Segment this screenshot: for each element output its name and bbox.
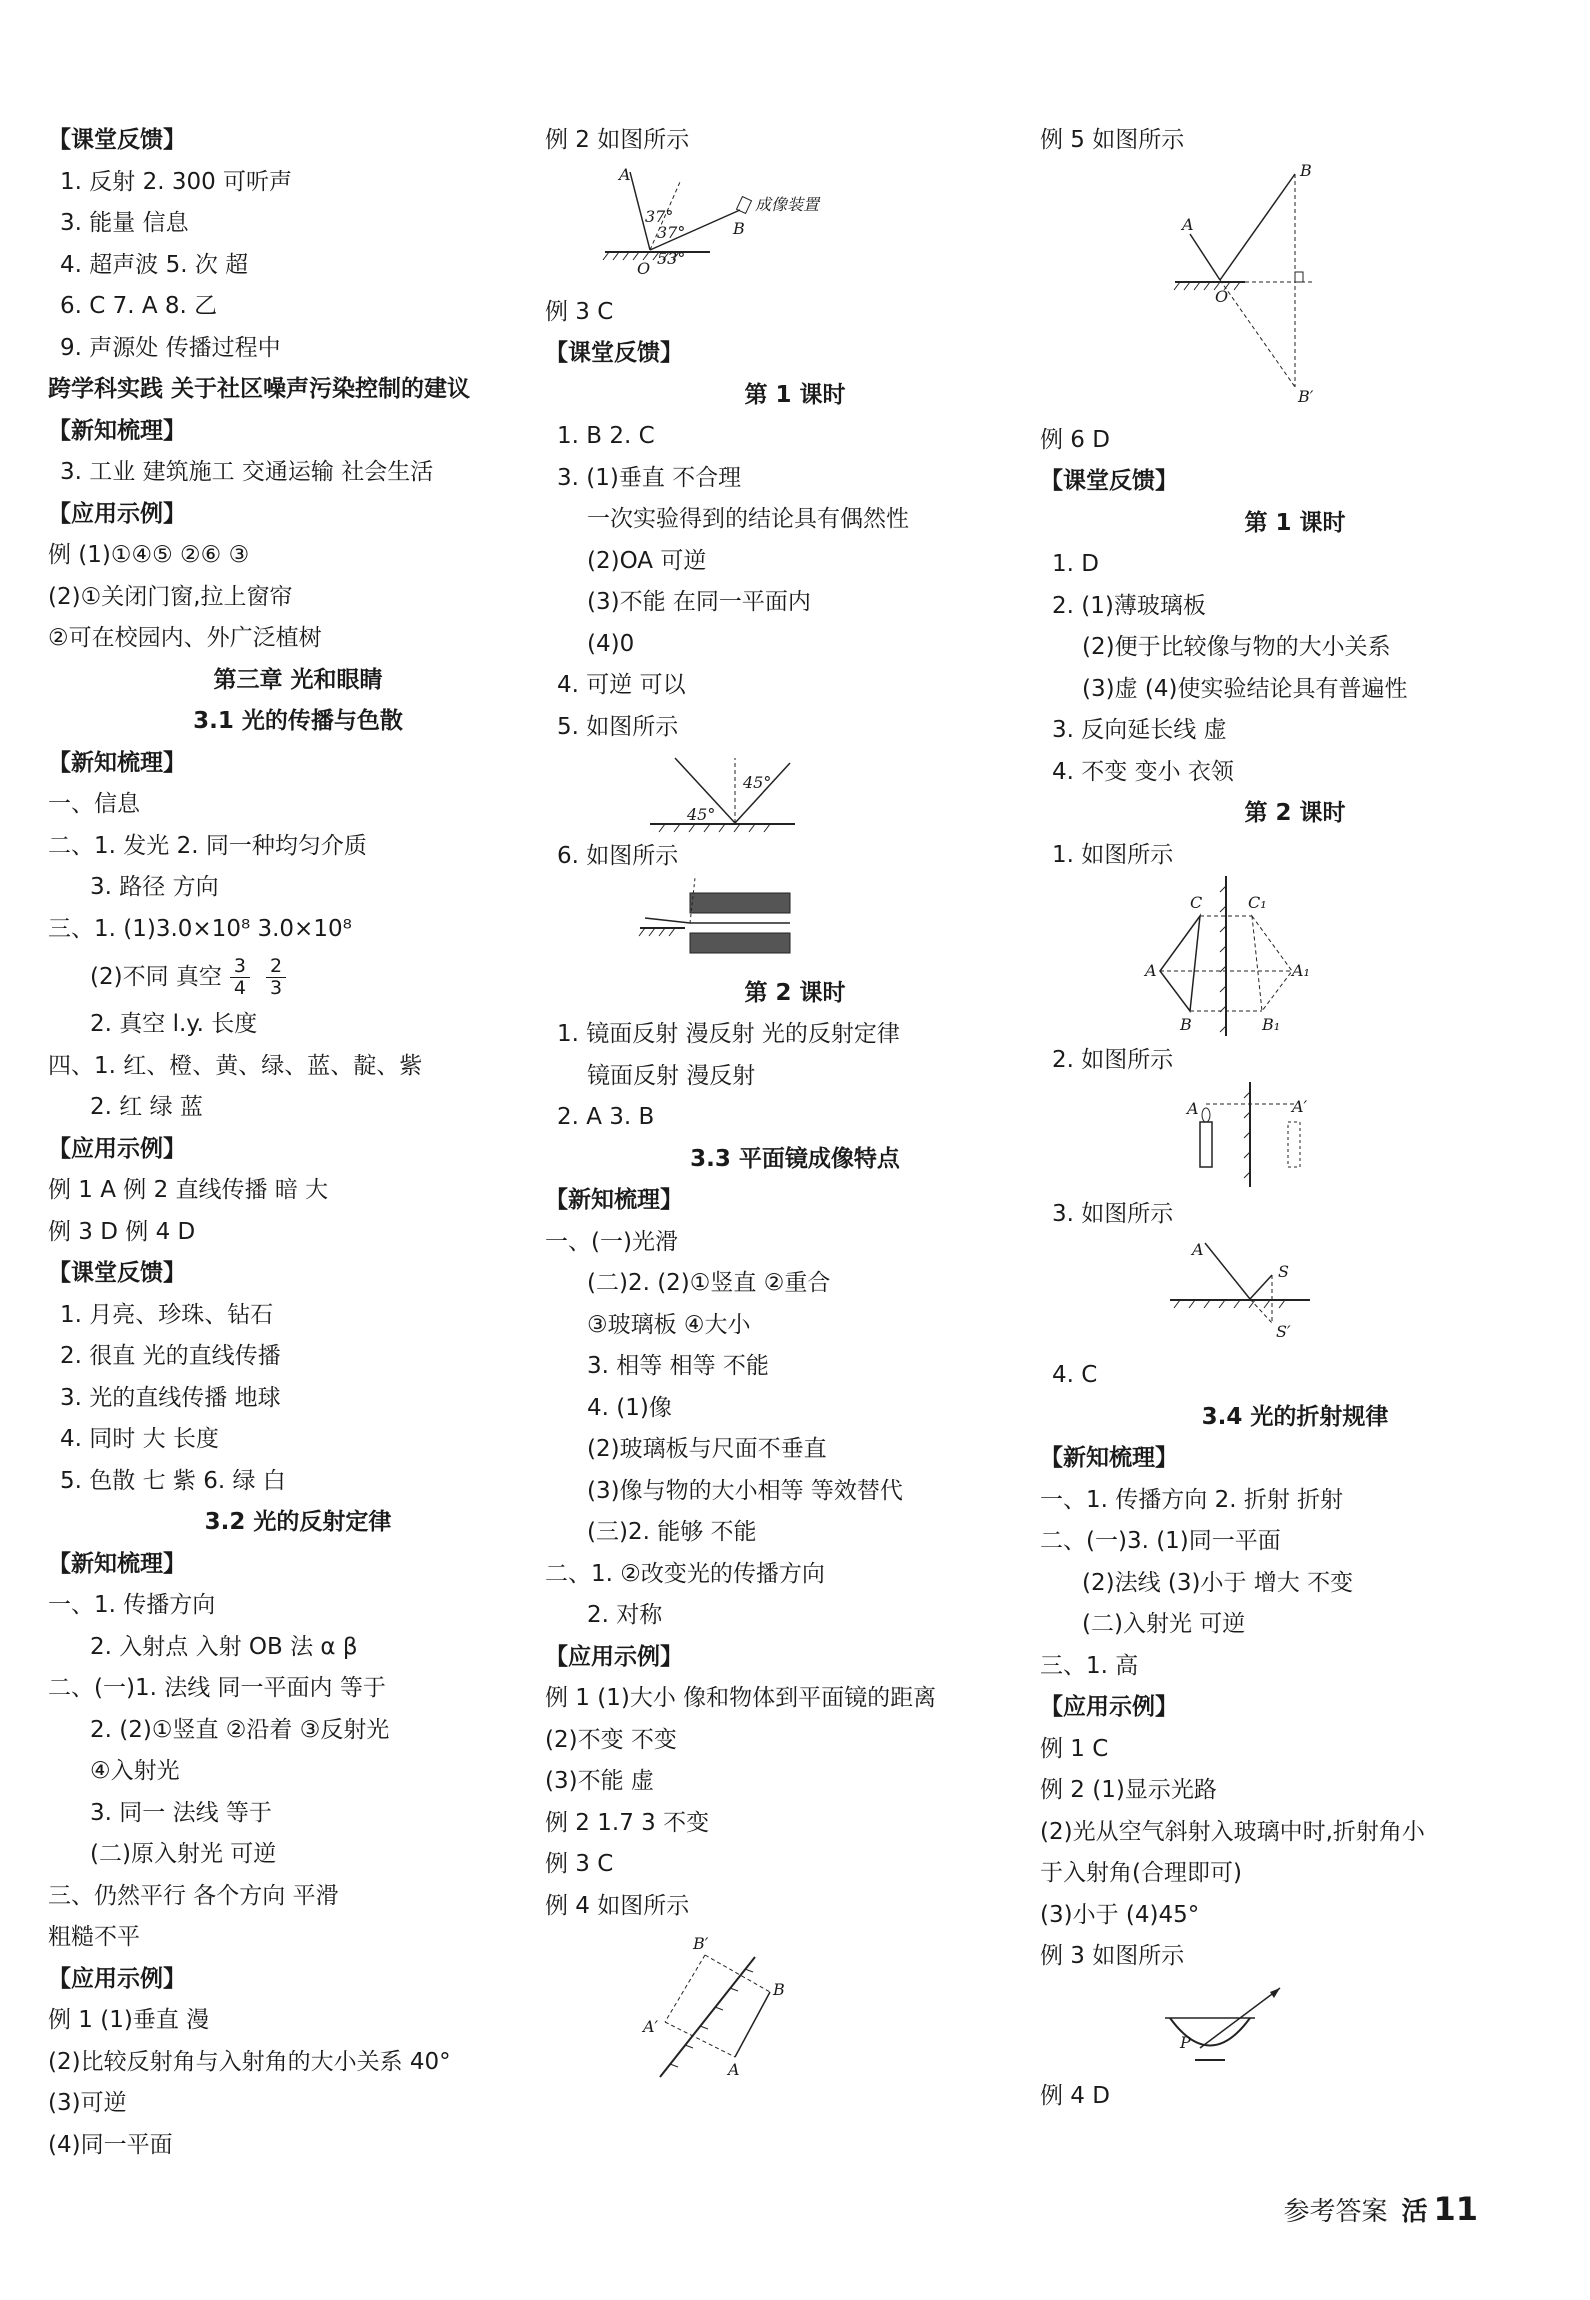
- answer-line: (二)2. (2)①竖直 ②重合: [587, 1270, 831, 1296]
- answer-line: 3. 相等 相等 不能: [587, 1353, 769, 1379]
- q2-line: 2. 如图所示: [1052, 1047, 1174, 1073]
- answer-line: 3. 能量 信息: [60, 210, 189, 236]
- q1-label-c1: C₁: [1248, 893, 1267, 912]
- col3-section-a: [1040, 420, 1550, 877]
- answer-line: 1. B 2. C: [557, 423, 655, 449]
- answer-line: 1. 镜面反射 漫反射 光的反射定律: [557, 1021, 900, 1047]
- section-title: 第 2 课时: [1244, 800, 1346, 826]
- q2-label-a: A: [1187, 1098, 1199, 1118]
- answer-line: 例 3 C: [545, 1851, 614, 1877]
- fraction-numerator: 2: [266, 956, 286, 978]
- section-title: 3.1 光的传播与色散: [193, 708, 403, 734]
- answer-line: ②可在校园内、外广泛植树: [48, 625, 322, 651]
- answer-line: (4)同一平面: [48, 2131, 173, 2158]
- answer-line: (2)OA 可逆: [587, 547, 707, 574]
- section-heading: 【课堂反馈】: [545, 340, 683, 366]
- answer-line: 粗糙不平: [48, 1924, 140, 1950]
- answer-line: 2. 对称: [587, 1602, 663, 1628]
- answer-line: (3)不能 在同一平面内: [587, 589, 811, 615]
- answer-line: 4. 超声波 5. 次 超: [60, 251, 249, 278]
- answer-line: 2. (1)薄玻璃板: [1052, 592, 1206, 619]
- answer-line: 例 1 C: [1040, 1735, 1109, 1762]
- answer-line: 1. D: [1052, 551, 1099, 577]
- answer-line: (二)入射光 可逆: [1082, 1611, 1246, 1637]
- section-heading: 【新知梳理】: [545, 1187, 683, 1213]
- answer-line: 例 3 如图所示: [1040, 1943, 1185, 1969]
- ex5-label-b: B: [1300, 160, 1312, 180]
- fraction-line: [48, 950, 548, 1004]
- angle-3: 53°: [657, 248, 686, 268]
- answer-line: 2. 真空 l.y. 长度: [90, 1011, 258, 1037]
- answer-line: 三、仍然平行 各个方向 平滑: [48, 1882, 339, 1909]
- answer-line: 3. 路径 方向: [90, 874, 219, 900]
- figure-example-3: [1040, 1978, 1550, 2076]
- answer-line: 4. 可逆 可以: [557, 672, 686, 698]
- answer-line: (3)小于 (4)45°: [1040, 1901, 1200, 1928]
- footer-label: 参考答案: [1283, 2197, 1388, 2227]
- section-heading: 【新知梳理】: [48, 417, 186, 444]
- answer-line: 例 1 (1)大小 像和物体到平面镜的距离: [545, 1685, 937, 1711]
- answer-line: 5. 色散 七 紫 6. 绿 白: [60, 1467, 286, 1494]
- section-heading: 【新知梳理】: [1040, 1445, 1178, 1471]
- figure-q2: [1040, 1082, 1550, 1194]
- answer-line: 2. 入射点 入射 OB 法 α β: [90, 1633, 358, 1660]
- answer-line: (二)原入射光 可逆: [90, 1841, 277, 1867]
- figure-q3: [1040, 1235, 1550, 1355]
- fraction-lead: (2)不同 真空: [90, 964, 222, 990]
- answer-line: 3. 工业 建筑施工 交通运输 社会生活: [60, 459, 434, 485]
- answer-line: ③玻璃板 ④大小: [587, 1311, 751, 1338]
- answer-line: 2. 红 绿 蓝: [90, 1094, 203, 1120]
- answer-line: 4. 同时 大 长度: [60, 1426, 219, 1452]
- section-heading: 【应用示例】: [48, 1965, 186, 1992]
- section-heading: 【课堂反馈】: [48, 127, 186, 153]
- answer-line: (2)便于比较像与物的大小关系: [1082, 634, 1391, 660]
- answer-line: (3)像与物的大小相等 等效替代: [587, 1477, 903, 1504]
- answer-line: (2)法线 (3)小于 增大 不变: [1082, 1569, 1354, 1596]
- section-heading: 【应用示例】: [545, 1643, 683, 1670]
- answer-line: 4. C: [1052, 1362, 1098, 1388]
- ex4-label-b: B: [773, 1980, 785, 1999]
- answer-line: (3)虚 (4)使实验结论具有普遍性: [1082, 675, 1408, 702]
- section-title: 3.3 平面镜成像特点: [690, 1145, 900, 1172]
- answer-line: 四、1. 红、橙、黄、绿、蓝、靛、紫: [48, 1052, 423, 1079]
- ex3-label-p: P: [1180, 2032, 1191, 2052]
- angle-1: 37°: [645, 206, 674, 226]
- answer-line: 三、1. 高: [1040, 1652, 1139, 1679]
- example-5-line: 例 5 如图所示: [1040, 127, 1185, 153]
- answer-line: (2)①关闭门窗,拉上窗帘: [48, 583, 293, 610]
- q1-label-a: A: [1145, 961, 1157, 980]
- answer-line: (4)0: [587, 630, 635, 657]
- q1-label-a1: A₁: [1292, 961, 1310, 980]
- figure-q6: [545, 878, 1045, 973]
- device-label: 成像装置: [755, 194, 820, 214]
- fraction-numerator: 3: [230, 956, 250, 978]
- section-title: 第 1 课时: [1244, 509, 1346, 536]
- q6-line: 6. 如图所示: [557, 843, 679, 869]
- q3-label-s: S: [1278, 1262, 1289, 1281]
- section-heading: 【应用示例】: [48, 1135, 186, 1162]
- answer-line: (2)光从空气斜射入玻璃中时,折射角小: [1040, 1818, 1425, 1845]
- answer-line: (2)不变 不变: [545, 1726, 677, 1753]
- answer-line: (2)比较反射角与入射角的大小关系 40°: [48, 2048, 451, 2075]
- label-o: O: [637, 258, 651, 278]
- fraction-denominator: 3: [269, 977, 283, 999]
- figure-example-2: [545, 162, 1045, 292]
- answer-line: 一、1. 传播方向: [48, 1592, 216, 1618]
- answer-line: 一、信息: [48, 791, 140, 817]
- answer-line: 例 1 (1)垂直 漫: [48, 2007, 210, 2033]
- example-2-line: 例 2 如图所示: [545, 127, 690, 153]
- page-footer: [1283, 2190, 1478, 2228]
- ex5-label-o: O: [1215, 286, 1229, 306]
- answer-line: 例 1 A 例 2 直线传播 暗 大: [48, 1177, 329, 1203]
- ex5-label-a: A: [1182, 214, 1194, 234]
- footer-prefix: 活: [1401, 2197, 1428, 2227]
- section-heading: 【课堂反馈】: [48, 1260, 186, 1286]
- answer-line: 二、(一)1. 法线 同一平面内 等于: [48, 1675, 386, 1701]
- answer-line: 2. (2)①竖直 ②沿着 ③反射光: [90, 1716, 390, 1743]
- label-b: B: [733, 218, 745, 238]
- q2-label-ap: A′: [1292, 1096, 1308, 1116]
- angle-2: 37°: [657, 222, 686, 242]
- answer-line: (2)玻璃板与尺面不垂直: [587, 1436, 827, 1462]
- ex4-label-ap: A′: [643, 2017, 659, 2036]
- answer-line: 9. 声源处 传播过程中: [60, 334, 281, 361]
- column-3: [1040, 120, 1550, 2117]
- section-heading: 【新知梳理】: [48, 1550, 186, 1577]
- answer-line: 例 3 C: [545, 298, 614, 325]
- section-title: 第 2 课时: [744, 979, 846, 1006]
- q5-angle-2: 45°: [687, 805, 716, 824]
- answer-line: 二、1. ②改变光的传播方向: [545, 1560, 825, 1587]
- answer-line: 1. 如图所示: [1052, 841, 1174, 868]
- answer-line: 2. 很直 光的直线传播: [60, 1343, 281, 1369]
- answer-line: 例 2 (1)显示光路: [1040, 1777, 1217, 1803]
- figure-q5: [545, 748, 1045, 836]
- q1-label-b: B: [1180, 1015, 1192, 1034]
- section-title: 第 1 课时: [744, 381, 846, 408]
- figure-example-5: [1040, 162, 1550, 420]
- col2-section-b: [545, 973, 1045, 1928]
- answer-line: 6. C 7. A 8. 乙: [60, 293, 218, 319]
- column-1: [48, 120, 548, 2166]
- section-title: 第三章 光和眼睛: [213, 666, 383, 693]
- answer-line: 一、(一)光滑: [545, 1228, 678, 1255]
- column-2: [545, 120, 1045, 2087]
- q3-line: 3. 如图所示: [1052, 1200, 1174, 1227]
- q5-angle-1: 45°: [743, 773, 772, 792]
- answer-line: 二、(一)3. (1)同一平面: [1040, 1528, 1281, 1554]
- q3-label-sp: S′: [1276, 1322, 1291, 1341]
- example-4-line: 例 4 D: [1040, 2082, 1110, 2109]
- label-a: A: [619, 164, 631, 184]
- fraction: [230, 956, 250, 999]
- answer-line: 一次实验得到的结论具有偶然性: [587, 506, 909, 532]
- answer-line: 二、1. 发光 2. 同一种均匀介质: [48, 832, 367, 859]
- answer-line: 3. 同一 法线 等于: [90, 1799, 272, 1826]
- figure-example-4: [545, 1927, 1045, 2087]
- answer-line: 例 (1)①④⑤ ②⑥ ③: [48, 542, 250, 568]
- q1-label-c: C: [1190, 893, 1203, 912]
- fraction: [266, 956, 286, 999]
- fraction-denominator: 4: [233, 977, 246, 999]
- answer-line: 一、1. 传播方向 2. 折射 折射: [1040, 1486, 1344, 1513]
- answer-line: 例 3 D 例 4 D: [48, 1218, 196, 1245]
- section-title: 3.2 光的反射定律: [204, 1509, 392, 1535]
- answer-line: 1. 月亮、珍珠、钻石: [60, 1301, 274, 1328]
- answer-line: ④入射光: [90, 1758, 180, 1784]
- answer-line: 3. 光的直线传播 地球: [60, 1384, 281, 1411]
- answer-line: 5. 如图所示: [557, 713, 679, 740]
- answer-line: 镜面反射 漫反射: [587, 1062, 756, 1089]
- answer-line: 例 2 1.7 3 不变: [545, 1809, 710, 1836]
- answer-line: (3)可逆: [48, 2090, 127, 2116]
- answer-line: 2. A 3. B: [557, 1104, 655, 1130]
- answer-line: 4. 不变 变小 衣领: [1052, 758, 1234, 785]
- col3-section-b: [1040, 1355, 1550, 1978]
- section-heading: 【应用示例】: [1040, 1694, 1178, 1720]
- answer-line: 三、1. (1)3.0×10⁸ 3.0×10⁸: [48, 915, 352, 942]
- col2-section-a: [545, 292, 1045, 749]
- page-number: 11: [1433, 2190, 1478, 2228]
- answer-line: 例 6 D: [1040, 426, 1110, 453]
- answer-line: 例 4 如图所示: [545, 1892, 690, 1919]
- figure-q1: [1040, 876, 1550, 1040]
- answer-line: 3. (1)垂直 不合理: [557, 464, 742, 491]
- section-heading: 【应用示例】: [48, 500, 186, 527]
- section-heading: 跨学科实践 关于社区噪声污染控制的建议: [48, 376, 471, 402]
- q1-label-b1: B₁: [1262, 1015, 1281, 1034]
- section-title: 3.4 光的折射规律: [1201, 1403, 1389, 1430]
- answer-line: 于入射角(合理即可): [1040, 1860, 1242, 1886]
- ex4-label-a: A: [728, 2060, 740, 2079]
- answer-line: 4. (1)像: [587, 1394, 672, 1421]
- section-heading: 【新知梳理】: [48, 749, 186, 776]
- answer-line: (3)不能 虚: [545, 1768, 654, 1794]
- answer-line: (三)2. 能够 不能: [587, 1519, 757, 1545]
- q3-label-a: A: [1192, 1240, 1204, 1259]
- section-heading: 【课堂反馈】: [1040, 468, 1178, 494]
- ex4-label-bp: B′: [693, 1934, 709, 1953]
- ex5-label-bp: B′: [1298, 386, 1314, 406]
- answer-line: 3. 反向延长线 虚: [1052, 717, 1227, 743]
- answer-line: 1. 反射 2. 300 可听声: [60, 168, 293, 195]
